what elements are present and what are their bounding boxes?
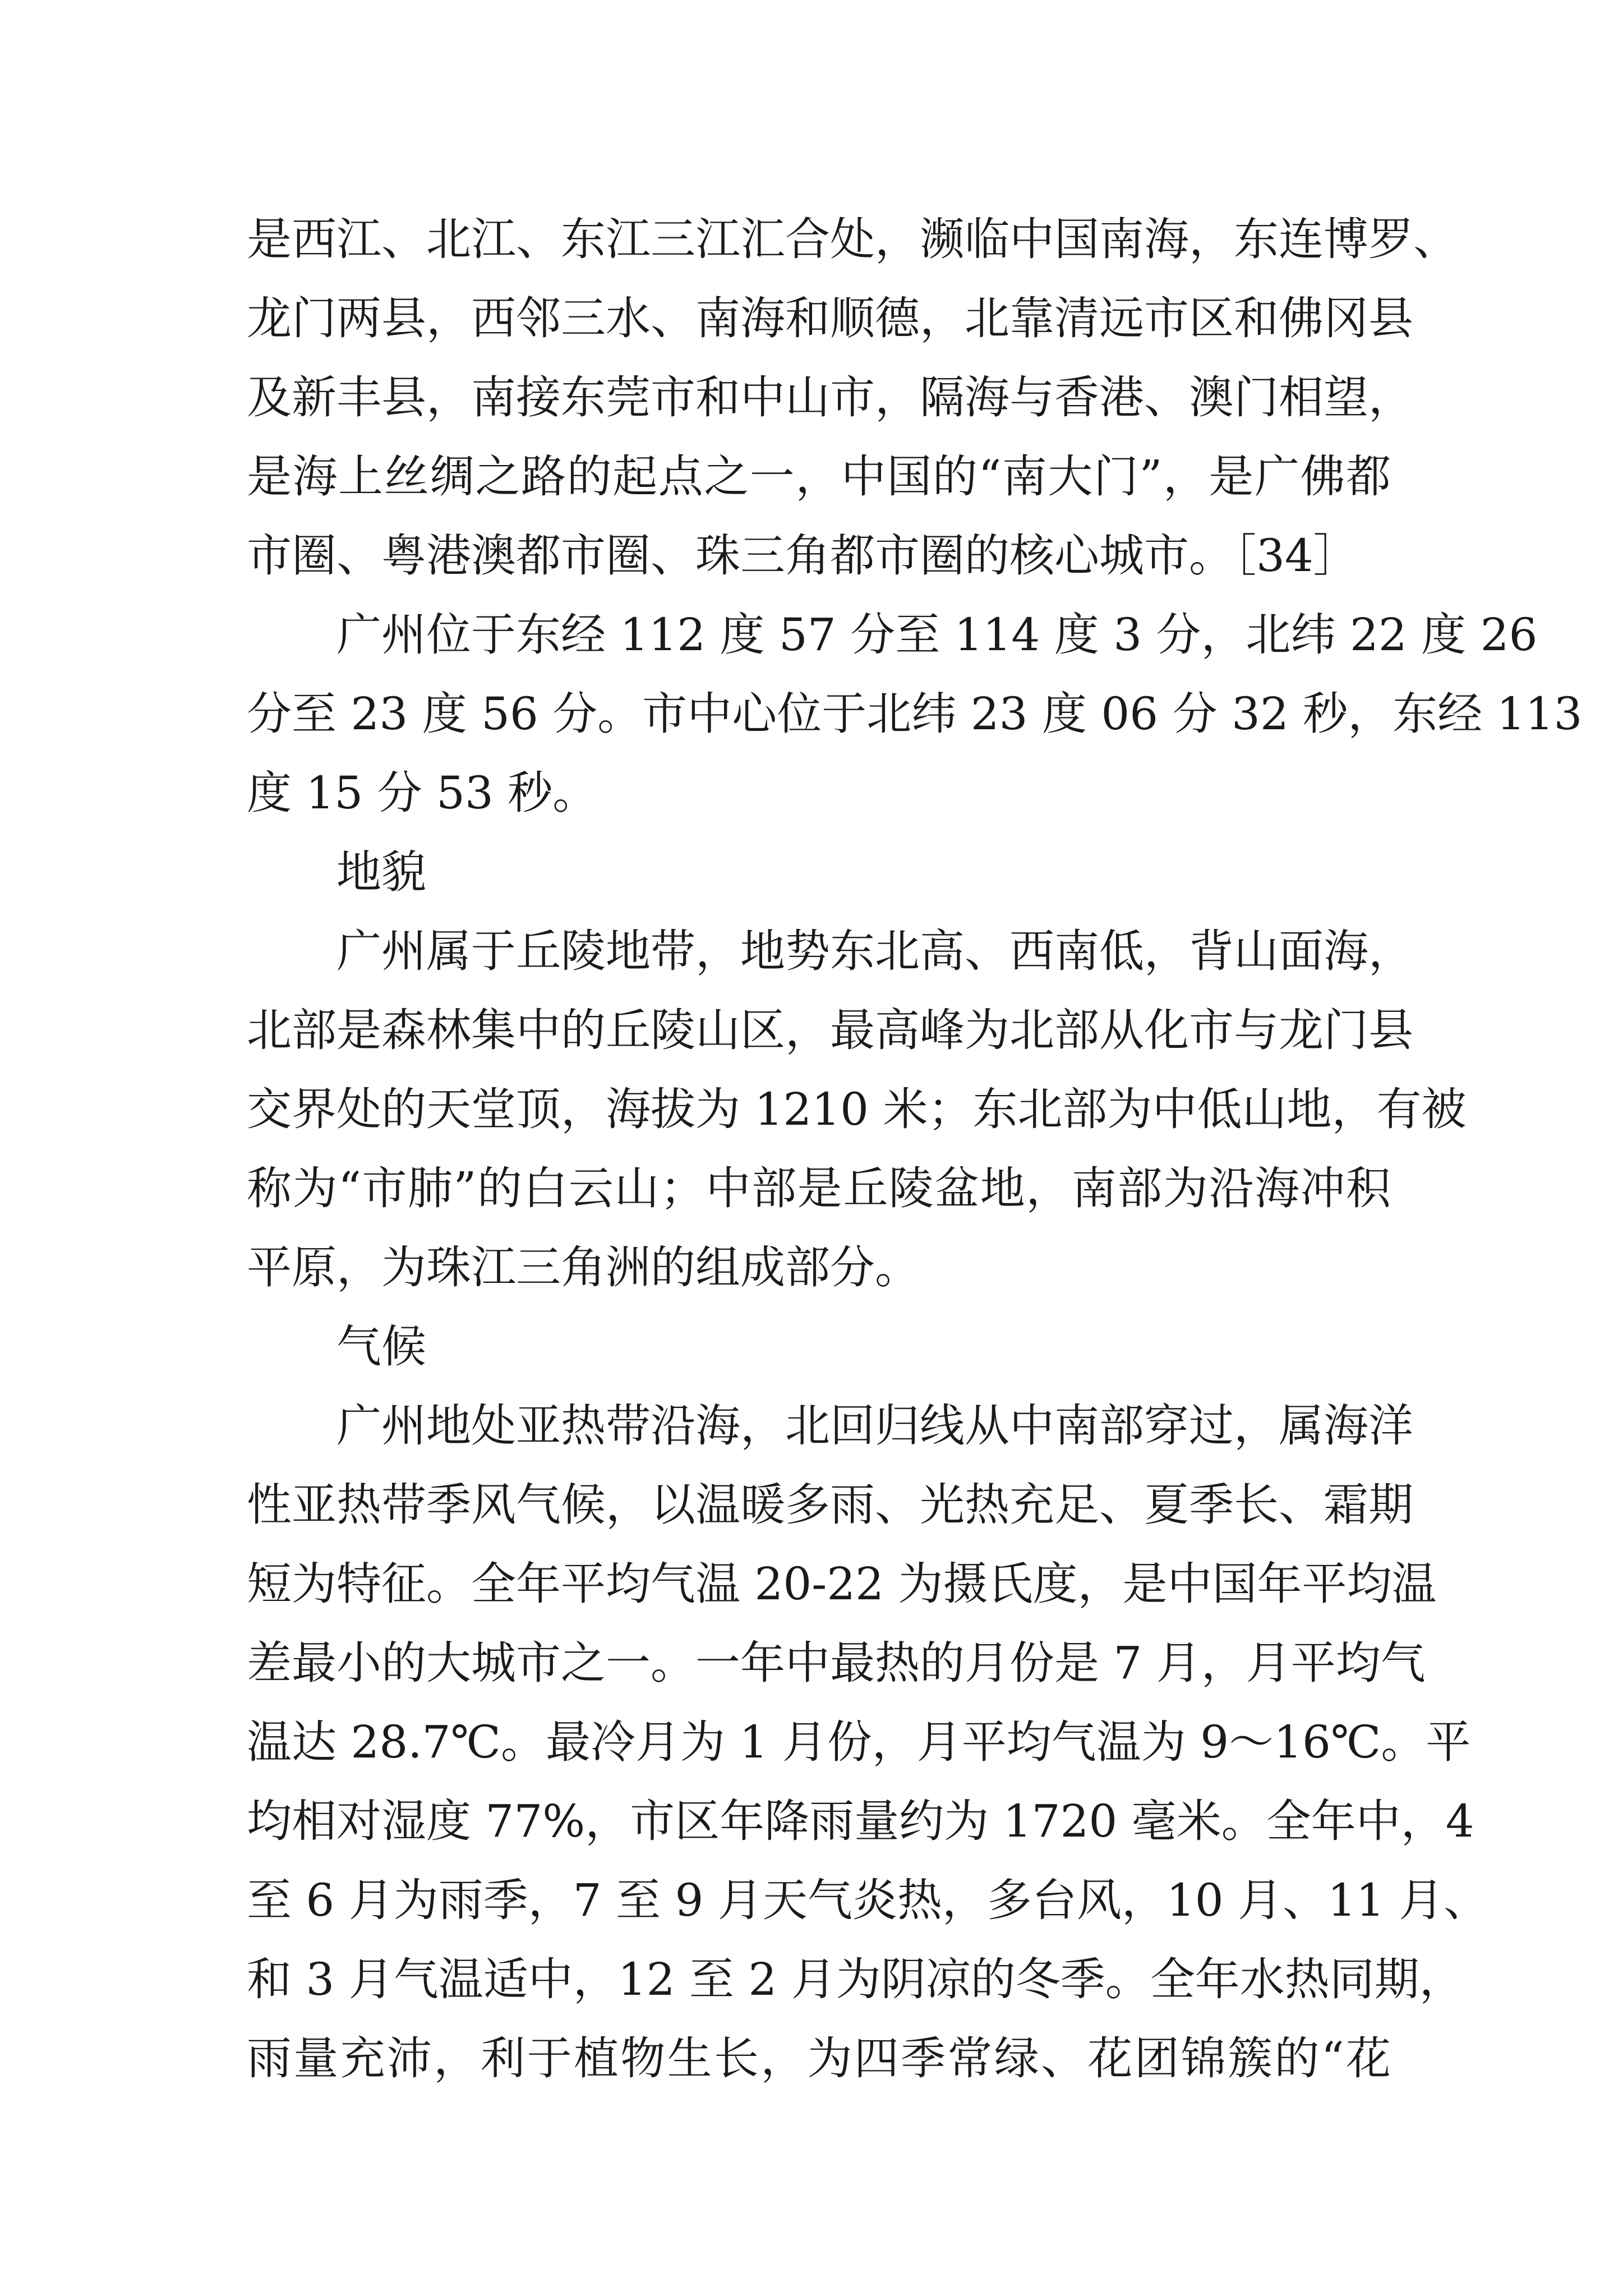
text-line: 北部是森林集中的丘陵山区，最高峰为北部从化市与龙门县 [247,1004,1413,1056]
text-line: 度 15 分 53 秒。 [247,767,598,819]
text-line: 是西江、北江、东江三江汇合处，濒临中国南海，东连博罗、 [247,213,1458,265]
paragraph-location [247,200,1458,595]
text-line: 均相对湿度 77%，市区年降雨量约为 1720 毫米。全年中，4 [247,1795,1474,1847]
text-line: 及新丰县，南接东莞市和中山市，隔海与香港、澳门相望， [247,371,1413,424]
text-line: 分至 23 度 56 分。市中心位于北纬 23 度 06 分 32 秒，东经 113 [247,688,1583,740]
paragraph-climate [247,1386,1489,2098]
heading-text: 气候 [336,1320,426,1373]
section-heading-landform [247,832,1391,912]
text-line: 短为特征。全年平均气温 20-22 为摄氏度，是中国年平均温 [247,1558,1437,1610]
heading-text: 地貌 [336,846,426,898]
paragraph-landform [247,912,1467,1307]
text-line: 雨量充沛，利于植物生长，为四季常绿、花团锦簇的“花 [247,2032,1391,2085]
document-body [247,200,1583,2098]
paragraph-coordinates [247,595,1583,832]
text-line: 至 6 月为雨季，7 至 9 月天气炎热，多台风，10 月、11 月、 [247,1874,1489,1926]
text-line: 平原，为珠江三角洲的组成部分。 [247,1241,920,1294]
text-line: 是海上丝绸之路的起点之一，中国的“南大门”，是广佛都 [247,450,1391,503]
text-line: 龙门两县，西邻三水、南海和顺德，北靠清远市区和佛冈县 [247,292,1413,344]
text-line: 和 3 月气温适中，12 至 2 月为阴凉的冬季。全年水热同期， [247,1953,1464,2005]
text-line: 差最小的大城市之一。一年中最热的月份是 7 月，月平均气 [247,1637,1426,1689]
text-line: 广州地处亚热带沿海，北回归线从中南部穿过，属海洋 [336,1400,1413,1452]
text-line: 称为“市肺”的白云山；中部是丘陵盆地，南部为沿海冲积 [247,1162,1391,1214]
text-line: 温达 28.7℃。最冷月为 1 月份，月平均气温为 9～16℃。平 [247,1716,1471,1768]
text-line: 交界处的天堂顶，海拔为 1210 米；东北部为中低山地，有被 [247,1083,1467,1135]
text-line: 性亚热带季风气候，以温暖多雨、光热充足、夏季长、霜期 [247,1479,1413,1531]
text-line: 市圈、粤港澳都市圈、珠三角都市圈的核心城市。［34］ [247,530,1358,582]
section-heading-climate [247,1307,1391,1386]
text-line: 广州位于东经 112 度 57 分至 114 度 3 分，北纬 22 度 26 [336,609,1538,661]
text-line: 广州属于丘陵地带，地势东北高、西南低，背山面海， [336,925,1413,977]
